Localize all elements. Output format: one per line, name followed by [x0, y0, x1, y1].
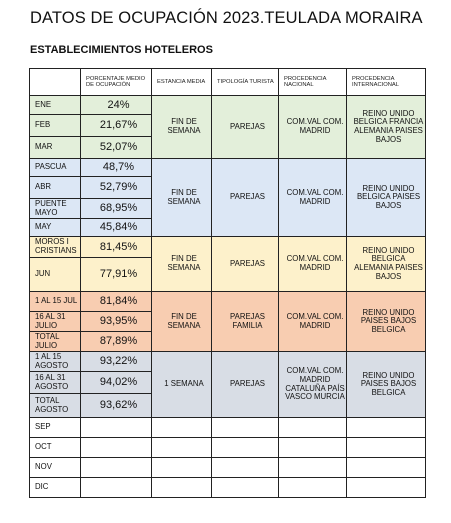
tourist-type-cell: PAREJAS — [212, 96, 279, 159]
empty-cell — [279, 438, 347, 458]
percentage-cell: 94,02% — [81, 372, 152, 394]
percentage-cell: 45,84% — [81, 219, 152, 237]
occupancy-table — [29, 68, 426, 498]
percentage-cell: 68,95% — [81, 199, 152, 219]
month-cell: 16 AL 31 JULIO — [30, 312, 81, 332]
tourist-type-cell: PAREJAS — [212, 159, 279, 237]
month-cell: FEB — [30, 115, 81, 137]
tourist-type-cell: PAREJAS FAMILIA — [212, 292, 279, 352]
month-cell: NOV — [30, 458, 81, 478]
empty-cell — [152, 438, 212, 458]
month-cell: ABR — [30, 177, 81, 199]
table-row — [30, 237, 426, 258]
percentage-cell: 21,67% — [81, 115, 152, 137]
empty-cell — [212, 418, 279, 438]
month-cell: DIC — [30, 478, 81, 498]
percentage-cell: 48,7% — [81, 159, 152, 177]
header-international-origin: PROCEDENCIA INTERNACIONAL — [347, 69, 426, 96]
header-row — [30, 69, 426, 96]
national-origin-cell: COM.VAL COM. MADRID — [279, 96, 347, 159]
percentage-cell: 52,79% — [81, 177, 152, 199]
table-row — [30, 458, 426, 478]
table-row — [30, 292, 426, 312]
table-row — [30, 438, 426, 458]
empty-cell — [152, 418, 212, 438]
empty-cell — [152, 478, 212, 498]
month-cell: JUN — [30, 258, 81, 292]
section-subtitle: ESTABLECIMIENTOS HOTELEROS — [30, 44, 213, 56]
empty-cell — [347, 418, 426, 438]
month-cell: MOROS I CRISTIANS — [30, 237, 81, 258]
national-origin-cell: COM.VAL COM. MADRID CATALUÑA PAÍS VASCO MURCIA — [279, 352, 347, 418]
empty-cell — [347, 458, 426, 478]
empty-cell — [347, 478, 426, 498]
month-cell: TOTAL JULIO — [30, 332, 81, 352]
percentage-cell — [81, 478, 152, 498]
month-cell: 1 AL 15 AGOSTO — [30, 352, 81, 372]
percentage-cell: 87,89% — [81, 332, 152, 352]
average-stay-cell: 1 SEMANA — [152, 352, 212, 418]
header-percentage: PORCENTAJE MEDIO DE OCUPACIÓN — [81, 69, 152, 96]
header-average-stay: ESTANCIA MEDIA — [152, 69, 212, 96]
percentage-cell: 93,62% — [81, 394, 152, 418]
table-row — [30, 418, 426, 438]
empty-cell — [152, 458, 212, 478]
header-tourist-type: TIPOLOGÍA TURISTA — [212, 69, 279, 96]
header-national-origin: PROCEDENCIA NACIONAL — [279, 69, 347, 96]
percentage-cell: 81,84% — [81, 292, 152, 312]
month-cell: TOTAL AGOSTO — [30, 394, 81, 418]
international-origin-cell: REINO UNIDO BELGICA ALEMANIA PAISES BAJOS — [347, 237, 426, 292]
empty-cell — [279, 458, 347, 478]
table-row — [30, 478, 426, 498]
percentage-cell: 93,22% — [81, 352, 152, 372]
tourist-type-cell: PAREJAS — [212, 352, 279, 418]
percentage-cell: 77,91% — [81, 258, 152, 292]
month-cell: 16 AL 31 AGOSTO — [30, 372, 81, 394]
empty-cell — [279, 418, 347, 438]
empty-cell — [347, 438, 426, 458]
month-cell: SEP — [30, 418, 81, 438]
international-origin-cell: REINO UNIDO BELGICA FRANCIA ALEMANIA PAISES BAJOS — [347, 96, 426, 159]
average-stay-cell: FIN DE SEMANA — [152, 159, 212, 237]
average-stay-cell: FIN DE SEMANA — [152, 292, 212, 352]
table-row — [30, 159, 426, 177]
international-origin-cell: REINO UNIDO PAISES BAJOS BELGICA — [347, 352, 426, 418]
percentage-cell — [81, 458, 152, 478]
percentage-cell — [81, 418, 152, 438]
average-stay-cell: FIN DE SEMANA — [152, 96, 212, 159]
international-origin-cell: REINO UNIDO BELGICA PAISES BAJOS — [347, 159, 426, 237]
month-cell: ENE — [30, 96, 81, 115]
empty-cell — [212, 458, 279, 478]
international-origin-cell: REINO UNIDO PAISES BAJOS BELGICA — [347, 292, 426, 352]
average-stay-cell: FIN DE SEMANA — [152, 237, 212, 292]
percentage-cell: 24% — [81, 96, 152, 115]
empty-cell — [212, 478, 279, 498]
month-cell: MAR — [30, 137, 81, 159]
national-origin-cell: COM.VAL COM. MADRID — [279, 159, 347, 237]
tourist-type-cell: PAREJAS — [212, 237, 279, 292]
month-cell: MAY — [30, 219, 81, 237]
month-cell: PUENTE MAYO — [30, 199, 81, 219]
month-cell: OCT — [30, 438, 81, 458]
header-month — [30, 69, 81, 96]
table-row — [30, 352, 426, 372]
percentage-cell: 93,95% — [81, 312, 152, 332]
percentage-cell: 81,45% — [81, 237, 152, 258]
percentage-cell — [81, 438, 152, 458]
empty-cell — [212, 438, 279, 458]
empty-cell — [279, 478, 347, 498]
month-cell: PASCUA — [30, 159, 81, 177]
table-row — [30, 96, 426, 115]
national-origin-cell: COM.VAL COM. MADRID — [279, 237, 347, 292]
page-title: DATOS DE OCUPACIÓN 2023.TEULADA MORAIRA — [30, 9, 423, 27]
percentage-cell: 52,07% — [81, 137, 152, 159]
national-origin-cell: COM.VAL COM. MADRID — [279, 292, 347, 352]
month-cell: 1 AL 15 JUL — [30, 292, 81, 312]
